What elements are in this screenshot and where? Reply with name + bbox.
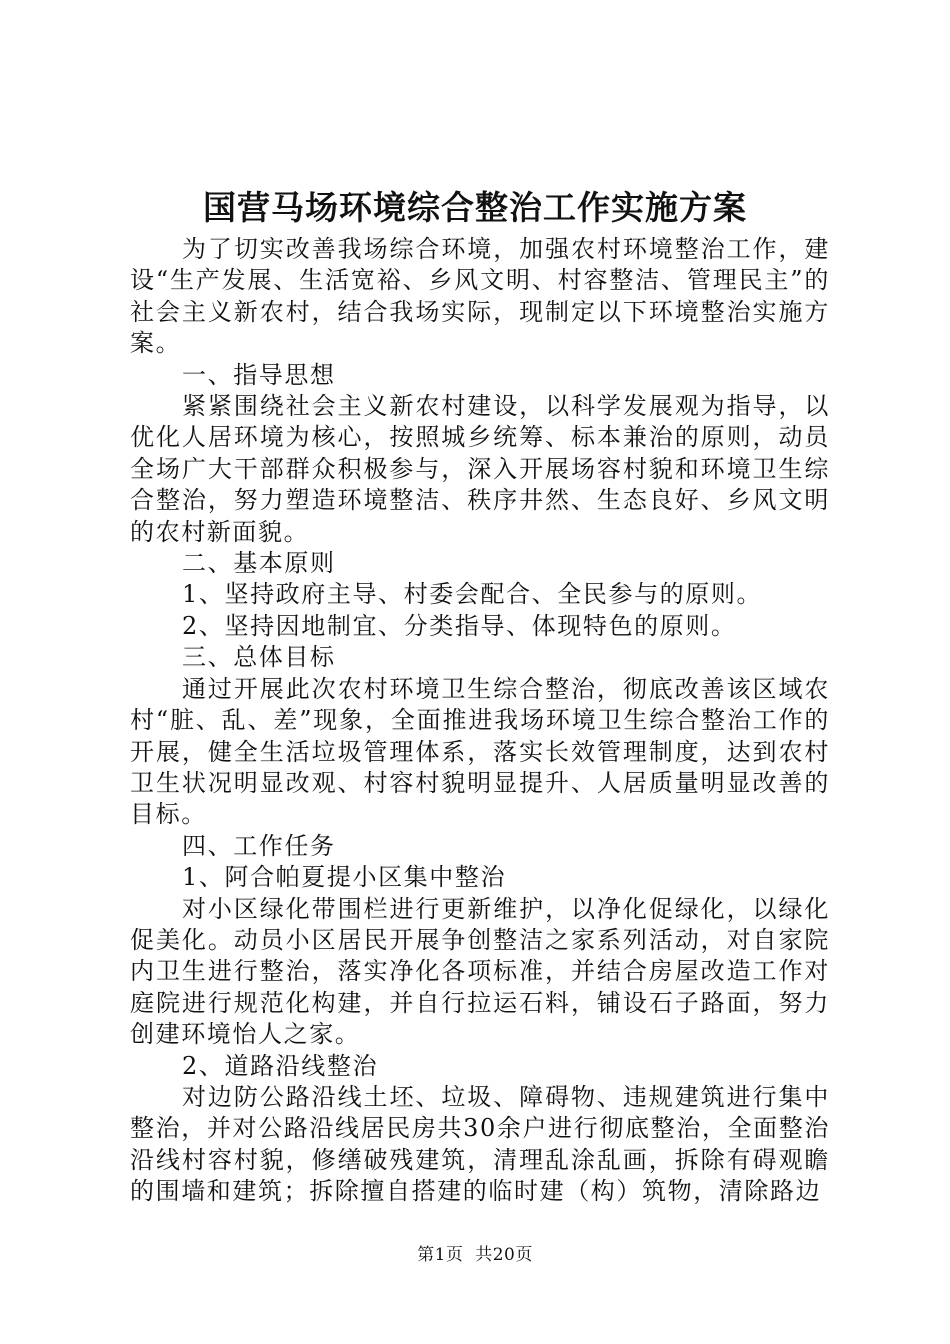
list-item-principle-2: 2、坚持因地制宜、分类指导、体现特色的原则。 <box>182 611 737 640</box>
page-footer <box>0 1244 950 1266</box>
paragraph-guiding-ideology: 紧紧围绕社会主义新农村建设，以科学发展观为指导，以优化人居环境为核心，按照城乡统筹、标本兼治的原则，动员全场广大干部群众积极参与，深入开展场容村貌和环境卫生综合整治，努力塑造环境整洁、秩序井然、生态良好、乡风文明的农村新面貌。 <box>130 392 830 546</box>
subheading-task-1: 1、阿合帕夏提小区集中整治 <box>182 863 507 892</box>
subheading-task-2: 2、道路沿线整治 <box>182 1051 379 1080</box>
heading-work-tasks: 四、工作任务 <box>182 831 336 860</box>
heading-overall-goals: 三、总体目标 <box>182 643 336 672</box>
paragraph-overall-goals: 通过开展此次农村环境卫生综合整治，彻底改善该区域农村“脏、乱、差”现象，全面推进我场环境卫生综合整治工作的开展，健全生活垃圾管理体系，落实长效管理制度，达到农村卫生状况明显改观、村容村貌明显提升、人居质量明显改善的目标。 <box>130 674 830 829</box>
document-body <box>130 234 830 1208</box>
paragraph-task-2: 对边防公路沿线土坯、垃圾、障碍物、违规建筑进行集中整治，并对公路沿线居民房共30余户进行彻底整治，全面整治沿线村容村貌，修缮破残建筑，清理乱涂乱画，拆除有碍观瞻的围墙和建筑；拆除擅自搭建的临时建（构）筑物，清除路边 <box>130 1082 830 1206</box>
heading-basic-principles: 二、基本原则 <box>182 549 336 578</box>
list-item-principle-1: 1、坚持政府主导、村委会配合、全民参与的原则。 <box>182 580 763 609</box>
page-number-label: 第1页 共20页 <box>417 1245 533 1265</box>
heading-guiding-ideology: 一、指导思想 <box>182 360 336 389</box>
paragraph-intro: 为了切实改善我场综合环境，加强农村环境整治工作，建设“生产发展、生活宽裕、乡风文明、村容整洁、管理民主”的社会主义新农村，结合我场实际，现制定以下环境整治实施方案。 <box>130 235 830 358</box>
paragraph-task-1: 对小区绿化带围栏进行更新维护，以净化促绿化，以绿化促美化。动员小区居民开展争创整洁之家系列活动，对自家院内卫生进行整治，落实净化各项标准，并结合房屋改造工作对庭院进行规范化构建，并自行拉运石料，铺设石子路面，努力创建环境怡人之家。 <box>130 894 830 1049</box>
document-title: 国营马场环境综合整治工作实施方案 <box>203 188 747 227</box>
